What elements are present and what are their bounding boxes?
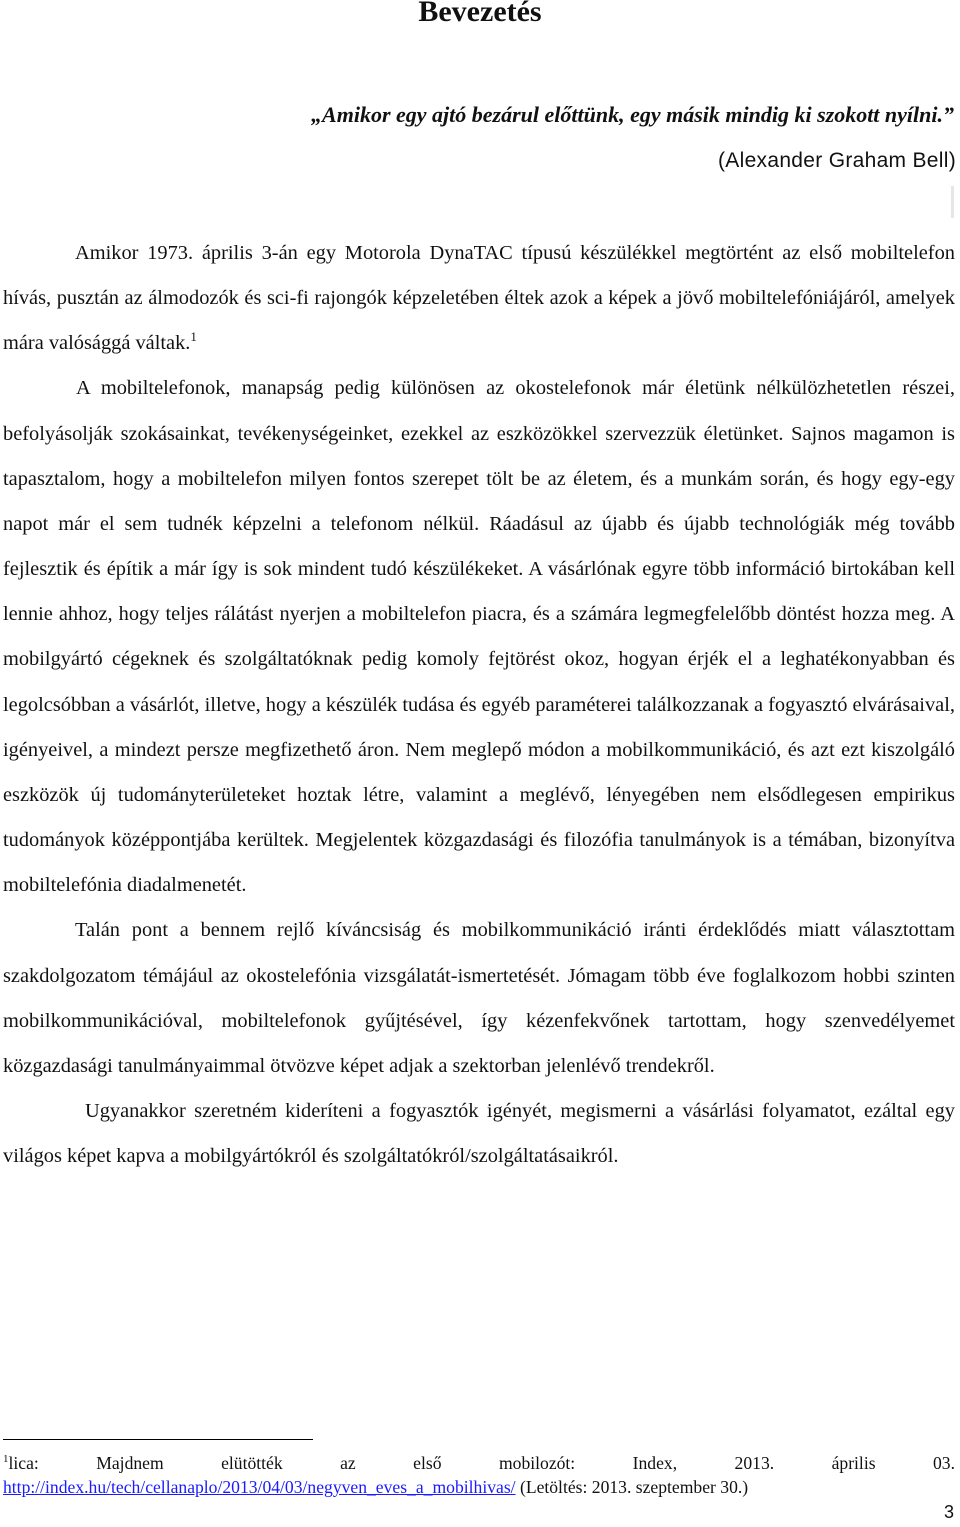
footnote-reference[interactable]: 1 xyxy=(190,329,197,345)
footnote-link[interactable]: http://index.hu/tech/cellanaplo/2013/04/03/negyven_eves_a_mobilhivas/ xyxy=(3,1477,516,1497)
footnote-text: lica: Majdnem elütötték az első mobilozót: Index, 2013. április 03. xyxy=(8,1453,955,1473)
body-text xyxy=(3,231,955,1179)
page-title: Bevezetés xyxy=(418,0,542,28)
paragraph-4: Ugyanakkor szeretném kideríteni a fogyasztók igényét, megismerni a vásárlási folyamatot, ezáltal egy világos képet kapva a mobilgyártókról és szolgáltatókról/szolgáltatásaikról. xyxy=(3,1099,955,1168)
footnote-retrieval: (Letöltés: 2013. szeptember 30.) xyxy=(515,1477,749,1497)
page-number: 3 xyxy=(943,1502,954,1522)
scan-mark xyxy=(951,186,954,218)
motto-author: (Alexander Graham Bell) xyxy=(718,149,956,172)
footnote-number: 1 xyxy=(3,1453,9,1466)
paragraph-3: Talán pont a bennem rejlő kíváncsiság és mobilkommunikáció iránti érdeklődés miatt választottam szakdolgozatom témájául az okostelefónia vizsgálatát-ismertetését. Jómagam több éve foglalkozom hobbi szinten mobilkommunikációval, mobiltelefonok gyűjtésével, így kézenfekvőnek tartottam, hogy szenvedélyemet közgazdasági tanulmányaimmal ötvözve képet adjak a szektorban jelenlévő trendekről. xyxy=(3,919,955,1077)
motto-quote: „Amikor egy ajtó bezárul előttünk, egy másik mindig ki szokott nyílni.” xyxy=(311,102,954,127)
paragraph-2: A mobiltelefonok, manapság pedig különösen az okostelefonok már életünk nélkülözhetetlen részei, befolyásolják szokásainkat, tevékenységeinket, ezekkel az eszközökkel szervezzük életünket. Sajnos magamon is tapasztalom, hogy a mobiltelefon milyen fontos szerepet tölt be az életem, és a munkám során, és hogy egy-egy napot már el sem tudnék képzelni a telefonom nélkül. Ráadásul az újabb és újabb technológiák még tovább fejlesztik és építik a már így is sok mindent tudó készülékeket. A vásárlónak egyre több információ birtokában kell lennie ahhoz, hogy teljes rálátást nyerjen a mobiltelefon piacra, és a számára legmegfelelőbb döntést hozza meg. A mobilgyártó cégeknek és szolgáltatóknak pedig komoly fejtörést okoz, hogyan érjék el a leghatékonyabban és legolcsóbban a vásárlót, illetve, hogy a készülék tudása és egyéb paraméterei találkozzanak a fogyasztó elvárásaival, igényeivel, a mindezt persze megfizethető áron. Nem meglepő módon a mobilkommunikáció, és azt ezt kiszolgáló eszközök új tudományterületeket hoztak létre, valamint a meglévő, lényegében nem elsődlegesen empirikus tudományok középpontjába kerültek. Megjelentek közgazdasági és filozófia tanulmányok is a témában, bizonyítva mobiltelefónia diadalmenetét. xyxy=(3,377,955,897)
paragraph-1 xyxy=(3,231,955,366)
footnote xyxy=(3,1451,955,1499)
paragraph-1-text: Amikor 1973. április 3-án egy Motorola DynaTAC típusú készülékkel megtörtént az első mobiltelefon hívás, pusztán az álmodozók és sci-fi rajongók képzeletében éltek azok a képek a jövő mobiltelefóniájáról, amelyek mára valósággá váltak. xyxy=(3,242,955,355)
footnote-separator xyxy=(3,1439,313,1440)
